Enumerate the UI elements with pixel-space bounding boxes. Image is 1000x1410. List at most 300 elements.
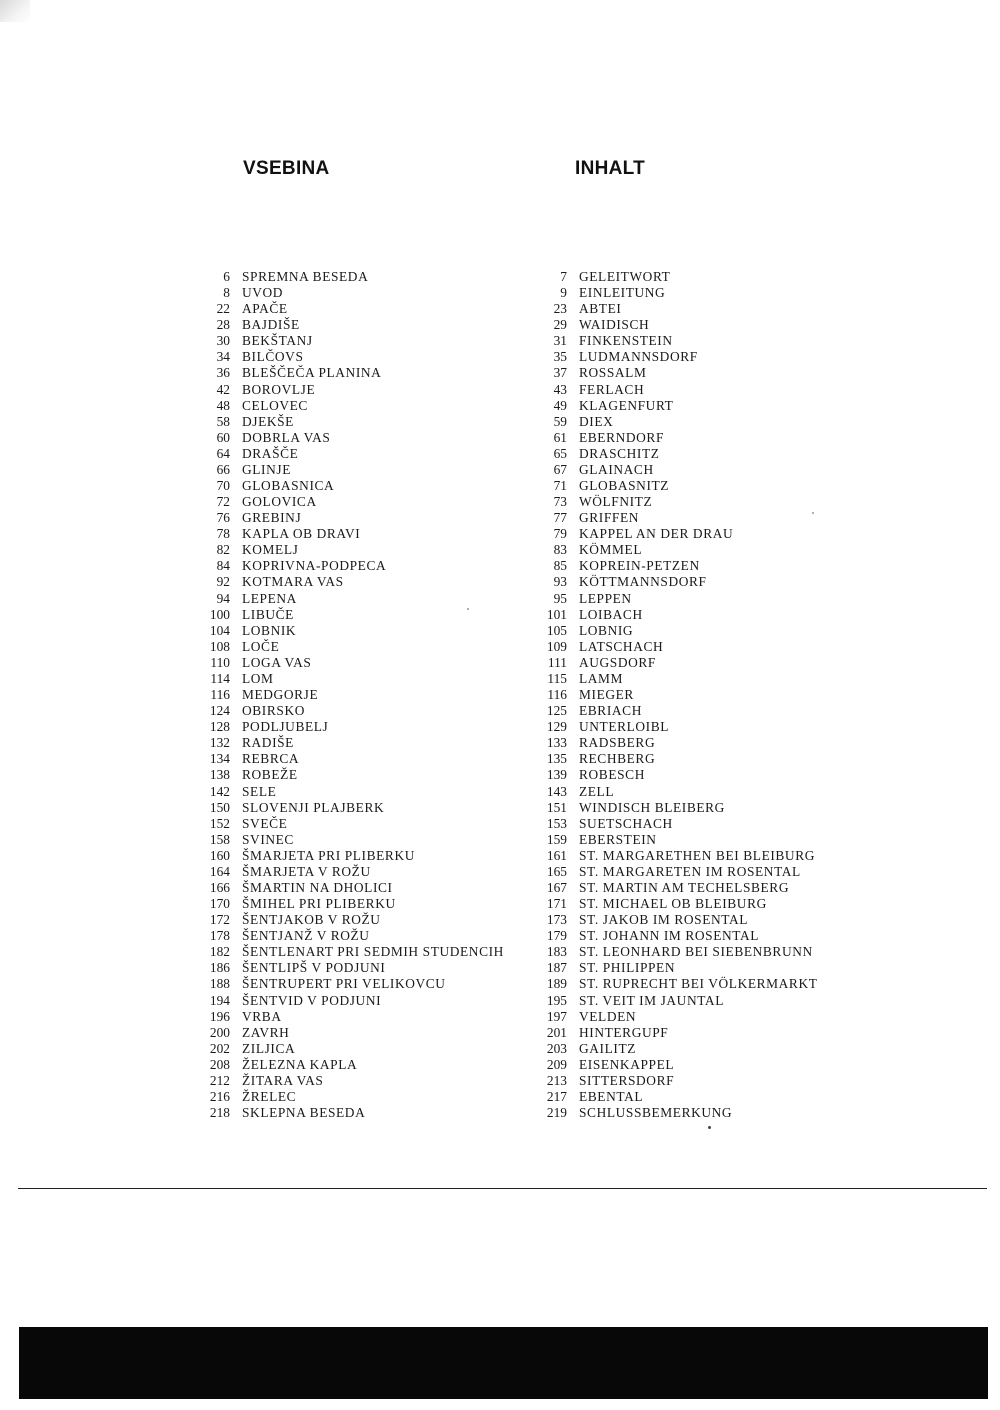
toc-row-german (527, 398, 818, 414)
toc-entry-title: SKLEPNA BESEDA (242, 1105, 366, 1121)
toc-row-slovene (190, 349, 504, 365)
toc-page-number: 83 (553, 542, 567, 558)
toc-entry-title: ŠMARJETA PRI PLIBERKU (242, 847, 415, 863)
toc-row-slovene (190, 912, 504, 928)
toc-row-slovene (190, 285, 504, 301)
toc-page-number: 160 (209, 847, 230, 863)
toc-row-german (527, 1041, 818, 1057)
toc-page-number: 187 (546, 960, 567, 976)
toc-page-number: 116 (210, 687, 230, 703)
toc-page-number: 196 (209, 1008, 230, 1024)
toc-page-number: 172 (209, 912, 230, 928)
toc-entry-title: KAPPEL AN DER DRAU (579, 526, 734, 542)
toc-entry-title: GLOBASNICA (242, 478, 335, 494)
toc-entry-title: KAPLA OB DRAVI (242, 526, 361, 542)
toc-row-german (527, 478, 818, 494)
toc-page-number: 104 (209, 622, 230, 638)
toc-row-german (527, 1105, 818, 1121)
toc-entry-title: LOBNIK (242, 622, 297, 638)
toc-page-number: 43 (553, 381, 567, 397)
toc-row-german (527, 349, 818, 365)
toc-page-number: 85 (553, 558, 567, 574)
toc-row-german (527, 414, 818, 430)
toc-entry-title: ZELL (579, 783, 615, 799)
toc-row-german (527, 526, 818, 542)
toc-row-slovene (190, 398, 504, 414)
toc-page-number: 72 (216, 494, 230, 510)
toc-entry-title: LOM (242, 670, 274, 686)
toc-row-slovene (190, 591, 504, 607)
toc-page-number: 152 (209, 815, 230, 831)
toc-row-german (527, 671, 818, 687)
toc-entry-title: ST. RUPRECHT BEI VÖLKERMARKT (579, 976, 818, 992)
toc-entry-title: SITTERSDORF (579, 1072, 675, 1088)
toc-entry-title: DRASCHITZ (579, 445, 660, 461)
toc-page-number: 115 (547, 670, 567, 686)
toc-entry-title: ŠMARJETA V ROŽU (242, 863, 371, 879)
toc-entry-title: ŠENTRUPERT PRI VELIKOVCU (242, 976, 446, 992)
toc-row-slovene (190, 526, 504, 542)
toc-entry-title: BAJDIŠE (242, 317, 300, 333)
toc-row-slovene (190, 816, 504, 832)
toc-row-slovene (190, 301, 504, 317)
toc-entry-title: LAMM (579, 670, 624, 686)
toc-row-slovene (190, 414, 504, 430)
toc-entry-title: BEKŠTANJ (242, 333, 313, 349)
toc-page-number: 216 (209, 1088, 230, 1104)
toc-page-number: 64 (216, 445, 230, 461)
toc-entry-title: SUETSCHACH (579, 815, 673, 831)
toc-entry-title: KLAGENFURT (579, 397, 674, 413)
toc-page-number: 8 (223, 285, 230, 301)
toc-entry-title: ST. PHILIPPEN (579, 960, 676, 976)
toc-row-german (527, 510, 818, 526)
toc-page-number: 208 (209, 1056, 230, 1072)
toc-row-slovene (190, 333, 504, 349)
toc-page-number: 186 (209, 960, 230, 976)
toc-page-number: 36 (216, 365, 230, 381)
toc-row-slovene (190, 687, 504, 703)
toc-page-number: 77 (553, 510, 567, 526)
toc-page-number: 59 (553, 413, 567, 429)
toc-row-german (527, 687, 818, 703)
toc-page-number: 37 (553, 365, 567, 381)
toc-page-number: 22 (216, 301, 230, 317)
toc-page-number: 93 (553, 574, 567, 590)
toc-page-number: 202 (209, 1040, 230, 1056)
scan-shadow (0, 0, 30, 22)
toc-page-number: 58 (216, 413, 230, 429)
toc-page-number: 71 (553, 478, 567, 494)
toc-row-german (527, 816, 818, 832)
toc-entry-title: LIBUČE (242, 606, 294, 622)
toc-entry-title: RADIŠE (242, 735, 294, 751)
toc-page-number: 23 (553, 301, 567, 317)
toc-entry-title: GOLOVICA (242, 494, 317, 510)
toc-page-number: 173 (546, 912, 567, 928)
toc-row-german (527, 285, 818, 301)
toc-row-slovene (190, 993, 504, 1009)
toc-page-number: 150 (209, 799, 230, 815)
toc-row-german (527, 880, 818, 896)
toc-page-number: 217 (546, 1088, 567, 1104)
toc-row-slovene (190, 430, 504, 446)
toc-entry-title: EBERSTEIN (579, 831, 657, 847)
toc-entry-title: ŽELEZNA KAPLA (242, 1056, 358, 1072)
toc-entry-title: GREBINJ (242, 510, 302, 526)
toc-page-number: 133 (546, 735, 567, 751)
toc-entry-title: UVOD (242, 285, 284, 301)
toc-row-german (527, 269, 818, 285)
toc-entry-title: EBRIACH (579, 703, 642, 719)
toc-entry-title: WAIDISCH (579, 317, 650, 333)
toc-page-number: 7 (560, 269, 567, 284)
toc-page-number: 95 (553, 590, 567, 606)
toc-entry-title: KOMELJ (242, 542, 299, 558)
toc-page-number: 67 (553, 461, 567, 477)
scan-speck (467, 608, 469, 610)
toc-page-number: 114 (210, 670, 230, 686)
toc-entry-title: LATSCHACH (579, 638, 664, 654)
toc-page-number: 165 (546, 863, 567, 879)
toc-row-slovene (190, 510, 504, 526)
toc-page-number: 188 (209, 976, 230, 992)
toc-entry-title: SPREMNA BESEDA (242, 269, 369, 284)
toc-entry-title: EBENTAL (579, 1088, 644, 1104)
toc-page-number: 28 (216, 317, 230, 333)
toc-page-number: 170 (209, 896, 230, 912)
toc-entry-title: SELE (242, 783, 277, 799)
toc-page-number: 9 (560, 285, 567, 301)
toc-entry-title: KÖMMEL (579, 542, 643, 558)
toc-page-number: 29 (553, 317, 567, 333)
toc-row-slovene (190, 574, 504, 590)
toc-page-number: 128 (209, 719, 230, 735)
toc-page-number: 100 (209, 606, 230, 622)
toc-entry-title: ŠENTVID V PODJUNI (242, 992, 382, 1008)
toc-page-number: 35 (553, 349, 567, 365)
toc-row-slovene (190, 317, 504, 333)
toc-entry-title: ROSSALM (579, 365, 647, 381)
toc-entry-title: ABTEI (579, 301, 622, 317)
toc-row-german (527, 333, 818, 349)
toc-row-german (527, 751, 818, 767)
toc-entry-title: BOROVLJE (242, 381, 316, 397)
toc-entry-title: SCHLUSSBEMERKUNG (579, 1105, 733, 1121)
toc-entry-title: DJEKŠE (242, 413, 294, 429)
toc-row-german (527, 719, 818, 735)
toc-page-number: 125 (546, 703, 567, 719)
toc-row-german (527, 623, 818, 639)
toc-entry-title: AUGSDORF (579, 654, 656, 670)
toc-page-number: 167 (546, 879, 567, 895)
toc-entry-title: LEPENA (242, 590, 297, 606)
toc-page-number: 201 (546, 1024, 567, 1040)
toc-row-slovene (190, 719, 504, 735)
toc-page-number: 49 (553, 397, 567, 413)
toc-row-german (527, 896, 818, 912)
toc-page-number: 183 (546, 944, 567, 960)
toc-row-slovene (190, 382, 504, 398)
toc-page-number: 65 (553, 445, 567, 461)
toc-entry-title: GRIFFEN (579, 510, 640, 526)
toc-entry-title: DRAŠČE (242, 445, 299, 461)
toc-row-slovene (190, 864, 504, 880)
toc-page-number: 101 (546, 606, 567, 622)
toc-column-german (527, 269, 818, 1121)
toc-entry-title: VELDEN (579, 1008, 637, 1024)
toc-row-german (527, 944, 818, 960)
toc-row-german (527, 1089, 818, 1105)
toc-entry-title: ŽRELEC (242, 1088, 297, 1104)
toc-entry-title: LEPPEN (579, 590, 632, 606)
toc-entry-title: LOČE (242, 638, 280, 654)
toc-page-number: 179 (546, 928, 567, 944)
toc-page-number: 139 (546, 767, 567, 783)
toc-entry-title: ST. JOHANN IM ROSENTAL (579, 928, 760, 944)
toc-row-german (527, 446, 818, 462)
toc-entry-title: ST. MARGARETHEN BEI BLEIBURG (579, 847, 816, 863)
toc-entry-title: LOBNIG (579, 622, 634, 638)
toc-page-number: 151 (546, 799, 567, 815)
toc-page-number: 178 (209, 928, 230, 944)
toc-page-number: 158 (209, 831, 230, 847)
toc-entry-title: ŠENTLENART PRI SEDMIH STUDENCIH (242, 944, 504, 960)
toc-row-german (527, 607, 818, 623)
toc-row-german (527, 1057, 818, 1073)
toc-page-number: 197 (546, 1008, 567, 1024)
toc-entry-title: ŠENTJAKOB V ROŽU (242, 912, 381, 928)
toc-page-number: 30 (216, 333, 230, 349)
toc-entry-title: ST. MICHAEL OB BLEIBURG (579, 896, 767, 912)
toc-row-slovene (190, 1025, 504, 1041)
toc-page-number: 213 (546, 1072, 567, 1088)
toc-row-slovene (190, 976, 504, 992)
toc-row-german (527, 703, 818, 719)
toc-entry-title: SLOVENJI PLAJBERK (242, 799, 385, 815)
toc-row-slovene (190, 1057, 504, 1073)
toc-entry-title: GLINJE (242, 461, 291, 477)
toc-entry-title: GAILITZ (579, 1040, 636, 1056)
toc-row-slovene (190, 703, 504, 719)
toc-row-german (527, 365, 818, 381)
toc-row-german (527, 1025, 818, 1041)
toc-row-slovene (190, 671, 504, 687)
toc-row-slovene (190, 1041, 504, 1057)
toc-row-german (527, 976, 818, 992)
toc-row-slovene (190, 960, 504, 976)
toc-entry-title: HINTERGUPF (579, 1024, 669, 1040)
toc-row-slovene (190, 607, 504, 623)
toc-entry-title: WINDISCH BLEIBERG (579, 799, 725, 815)
toc-row-slovene (190, 928, 504, 944)
toc-page-number: 48 (216, 397, 230, 413)
toc-entry-title: SVINEC (242, 831, 294, 847)
toc-page-number: 42 (216, 381, 230, 397)
toc-entry-title: GLOBASNITZ (579, 478, 670, 494)
toc-row-slovene (190, 655, 504, 671)
toc-row-german (527, 960, 818, 976)
toc-row-german (527, 639, 818, 655)
toc-entry-title: BLEŠČEČA PLANINA (242, 365, 382, 381)
toc-page-number: 209 (546, 1056, 567, 1072)
toc-row-slovene (190, 269, 504, 285)
toc-page-number: 110 (210, 654, 230, 670)
toc-page-number: 194 (209, 992, 230, 1008)
toc-entry-title: EBERNDORF (579, 429, 665, 445)
toc-row-slovene (190, 896, 504, 912)
toc-row-slovene (190, 800, 504, 816)
toc-page-number: 124 (209, 703, 230, 719)
toc-row-german (527, 462, 818, 478)
toc-entry-title: REBRCA (242, 751, 300, 767)
toc-page-number: 34 (216, 349, 230, 365)
toc-row-slovene (190, 832, 504, 848)
toc-row-slovene (190, 542, 504, 558)
toc-row-slovene (190, 1009, 504, 1025)
toc-row-slovene (190, 639, 504, 655)
toc-row-slovene (190, 478, 504, 494)
toc-entry-title: OBIRSKO (242, 703, 305, 719)
toc-page-number: 164 (209, 863, 230, 879)
toc-row-slovene (190, 446, 504, 462)
toc-entry-title: DIEX (579, 413, 614, 429)
toc-row-german (527, 864, 818, 880)
toc-page-number: 159 (546, 831, 567, 847)
toc-page-number: 105 (546, 622, 567, 638)
toc-row-german (527, 800, 818, 816)
toc-entry-title: KÖTTMANNSDORF (579, 574, 707, 590)
toc-entry-title: CELOVEC (242, 397, 308, 413)
toc-entry-title: LOGA VAS (242, 654, 312, 670)
toc-row-german (527, 655, 818, 671)
toc-entry-title: BILČOVS (242, 349, 304, 365)
toc-page-number: 161 (546, 847, 567, 863)
toc-entry-title: GELEITWORT (579, 269, 671, 284)
heading-vsebina: VSEBINA (243, 158, 330, 179)
toc-page-number: 195 (546, 992, 567, 1008)
toc-row-german (527, 1073, 818, 1089)
toc-column-slovene (190, 269, 504, 1121)
toc-page-number: 92 (216, 574, 230, 590)
toc-entry-title: ŠENTJANŽ V ROŽU (242, 928, 370, 944)
toc-entry-title: ŠMIHEL PRI PLIBERKU (242, 896, 396, 912)
toc-page-number: 94 (216, 590, 230, 606)
toc-row-german (527, 928, 818, 944)
toc-entry-title: WÖLFNITZ (579, 494, 653, 510)
toc-entry-title: ŽITARA VAS (242, 1072, 324, 1088)
toc-page-number: 219 (546, 1105, 567, 1121)
toc-page-number: 76 (216, 510, 230, 526)
toc-page-number: 138 (209, 767, 230, 783)
toc-entry-title: PODLJUBELJ (242, 719, 329, 735)
toc-page-number: 84 (216, 558, 230, 574)
toc-page-number: 78 (216, 526, 230, 542)
toc-page-number: 82 (216, 542, 230, 558)
toc-entry-title: ZAVRH (242, 1024, 290, 1040)
toc-entry-title: VRBA (242, 1008, 282, 1024)
toc-page-number: 109 (546, 638, 567, 654)
toc-entry-title: ŠMARTIN NA DHOLICI (242, 879, 393, 895)
toc-entry-title: FERLACH (579, 381, 645, 397)
toc-entry-title: EISENKAPPEL (579, 1056, 675, 1072)
toc-row-slovene (190, 462, 504, 478)
toc-entry-title: ROBEŽE (242, 767, 298, 783)
toc-entry-title: ST. VEIT IM JAUNTAL (579, 992, 724, 1008)
black-bar (19, 1327, 988, 1399)
toc-row-slovene (190, 1073, 504, 1089)
toc-row-german (527, 767, 818, 783)
toc-page-number: 70 (216, 478, 230, 494)
heading-inhalt: INHALT (575, 158, 646, 179)
scan-speck (708, 1126, 711, 1129)
toc-entry-title: ST. MARTIN AM TECHELSBERG (579, 879, 790, 895)
toc-page-number: 73 (553, 494, 567, 510)
toc-entry-title: ST. JAKOB IM ROSENTAL (579, 912, 748, 928)
toc-entry-title: ZILJICA (242, 1040, 296, 1056)
toc-page-number: 212 (209, 1072, 230, 1088)
toc-row-slovene (190, 735, 504, 751)
toc-row-german (527, 993, 818, 1009)
toc-row-german (527, 494, 818, 510)
toc-page-number: 203 (546, 1040, 567, 1056)
toc-entry-title: UNTERLOIBL (579, 719, 670, 735)
toc-entry-title: RECHBERG (579, 751, 656, 767)
toc-entry-title: FINKENSTEIN (579, 333, 673, 349)
toc-row-slovene (190, 1105, 504, 1121)
toc-page-number: 135 (546, 751, 567, 767)
toc-page-number: 61 (553, 429, 567, 445)
toc-page-number: 189 (546, 976, 567, 992)
toc-row-german (527, 784, 818, 800)
toc-row-slovene (190, 494, 504, 510)
toc-entry-title: LUDMANNSDORF (579, 349, 698, 365)
toc-row-german (527, 1009, 818, 1025)
toc-row-german (527, 591, 818, 607)
toc-page-number: 116 (547, 687, 567, 703)
toc-row-german (527, 832, 818, 848)
toc-row-slovene (190, 1089, 504, 1105)
toc-row-german (527, 382, 818, 398)
toc-row-slovene (190, 365, 504, 381)
toc-page-number: 6 (223, 269, 230, 284)
toc-page-number: 60 (216, 429, 230, 445)
toc-entry-title: MIEGER (579, 687, 634, 703)
toc-entry-title: KOPRIVNA-PODPECA (242, 558, 387, 574)
toc-page-number: 143 (546, 783, 567, 799)
toc-entry-title: LOIBACH (579, 606, 643, 622)
toc-page-number: 31 (553, 333, 567, 349)
toc-row-german (527, 317, 818, 333)
toc-row-german (527, 912, 818, 928)
toc-entry-title: KOPREIN-PETZEN (579, 558, 700, 574)
toc-entry-title: EINLEITUNG (579, 285, 666, 301)
toc-page-number: 111 (547, 654, 567, 670)
toc-row-slovene (190, 558, 504, 574)
toc-row-slovene (190, 784, 504, 800)
toc-entry-title: ŠENTLIPŠ V PODJUNI (242, 960, 386, 976)
horizontal-rule (18, 1188, 987, 1189)
toc-entry-title: ST. LEONHARD BEI SIEBENBRUNN (579, 944, 813, 960)
toc-entry-title: SVEČE (242, 815, 288, 831)
toc-page-number: 66 (216, 461, 230, 477)
toc-page-number: 153 (546, 815, 567, 831)
toc-page-number: 200 (209, 1024, 230, 1040)
toc-entry-title: KOTMARA VAS (242, 574, 344, 590)
toc-entry-title: ST. MARGARETEN IM ROSENTAL (579, 863, 801, 879)
toc-page-number: 108 (209, 638, 230, 654)
toc-page-number: 218 (209, 1105, 230, 1121)
